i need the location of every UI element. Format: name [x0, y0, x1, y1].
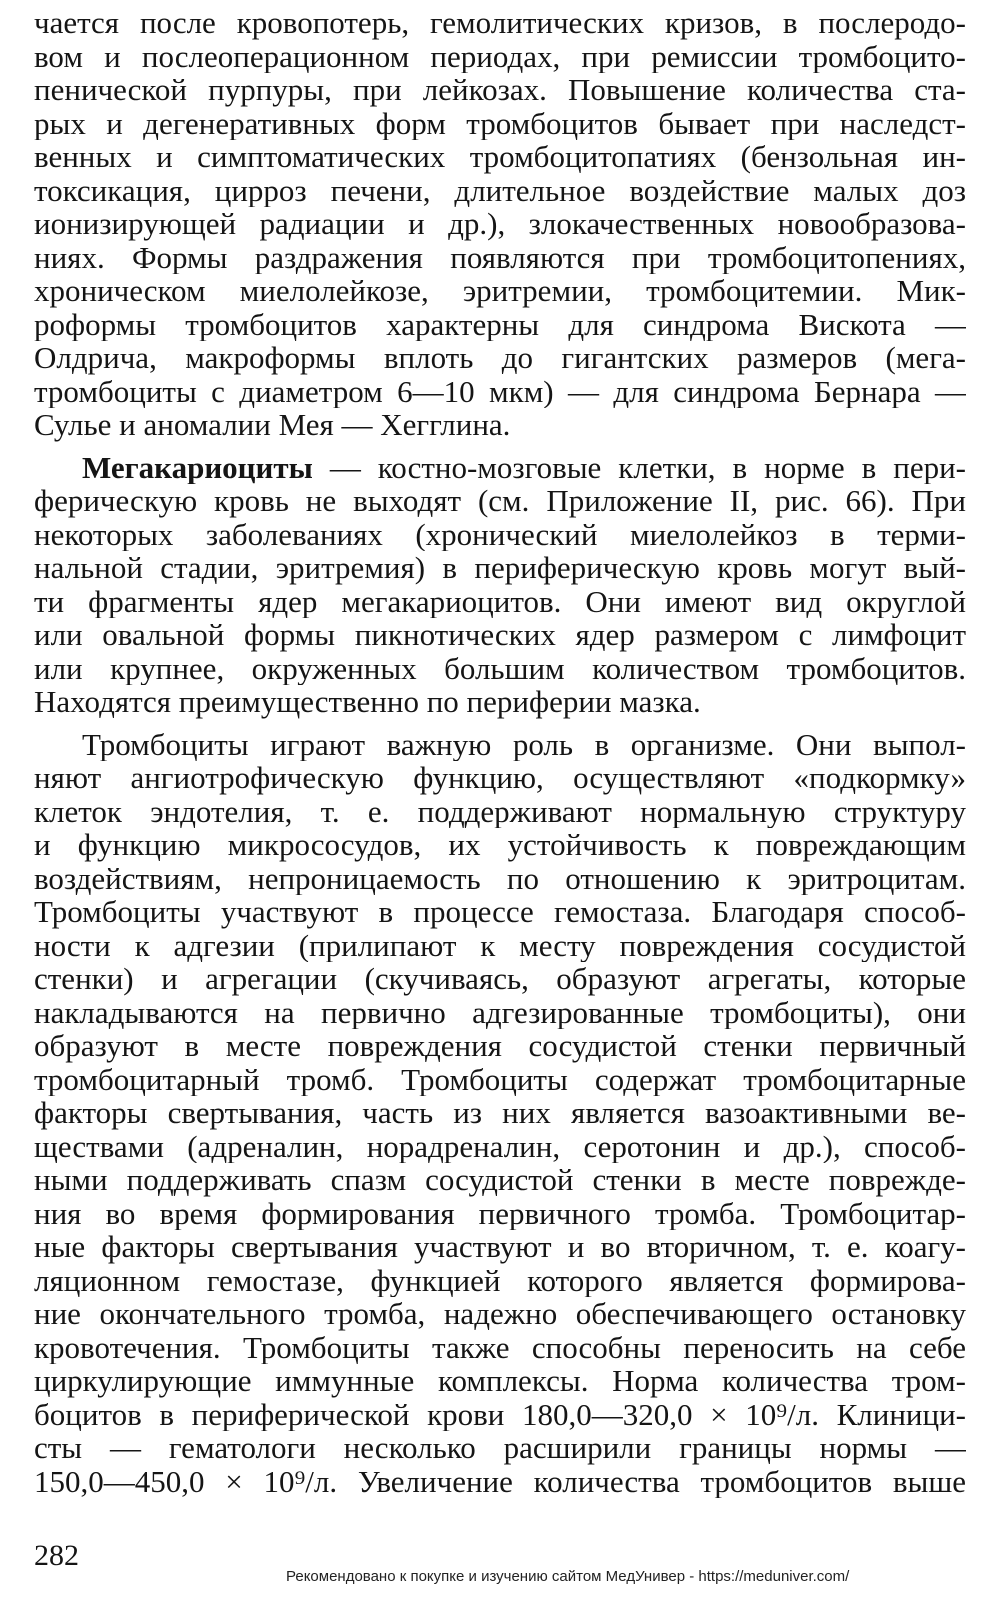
- text-line: ниях. Формы раздражения появляются при тромбоцитопениях,: [34, 240, 966, 274]
- text-line: токсикация, цирроз печени, длительное воздействие малых доз: [34, 173, 966, 207]
- paragraph-3: [34, 728, 966, 1499]
- text-line: [34, 451, 966, 485]
- text-line: и функцию микрососудов, их устойчивость к повреждающим: [34, 828, 966, 862]
- text-line: стенки) и агрегации (скучиваясь, образуют агрегаты, которые: [34, 962, 966, 996]
- text-line: воздействиям, непроницаемость по отношению к эритроцитам.: [34, 861, 966, 895]
- body-text: [34, 6, 966, 1498]
- text-line: ществами (адреналин, норадреналин, серотонин и др.), способ-: [34, 1129, 966, 1163]
- text-line: циркулирующие иммунные комплексы. Норма количества тром-: [34, 1364, 966, 1398]
- text-line: Олдрича, макроформы вплоть до гигантских размеров (мега-: [34, 341, 966, 375]
- text-line: Находятся преимущественно по периферии мазка.: [34, 685, 701, 719]
- text-line: ляционном гемостазе, функцией которого является формирова-: [34, 1263, 966, 1297]
- text-line: Тромбоциты участвуют в процессе гемостаза. Благодаря способ-: [34, 895, 966, 929]
- text-line: сты — гематологи несколько расширили границы нормы —: [34, 1431, 966, 1465]
- text-line: рых и дегенеративных форм тромбоцитов бывает при наследст-: [34, 106, 966, 140]
- text-line: боцитов в периферической крови 180,0—320,0 × 10⁹/л. Клиници-: [34, 1397, 966, 1431]
- text-line: клеток эндотелия, т. е. поддерживают нормальную структуру: [34, 794, 966, 828]
- text-line-continuation: — костно-мозговые клетки, в норме в пери-: [312, 450, 966, 484]
- text-line: ферическую кровь не выходят (см. Приложение II, рис. 66). При: [34, 484, 966, 518]
- page-number: 282: [34, 1539, 79, 1572]
- text-line: Сулье и аномалии Мея — Хегглина.: [34, 408, 511, 442]
- text-line: роформы тромбоцитов характерны для синдрома Вискота —: [34, 307, 966, 341]
- text-line: няют ангиотрофическую функцию, осуществляют «подкормку»: [34, 761, 966, 795]
- paragraph-2: [34, 451, 966, 719]
- text-line: ными поддерживать спазм сосудистой стенки в месте поврежде-: [34, 1163, 966, 1197]
- text-line: ности к адгезии (прилипают к месту повреждения сосудистой: [34, 928, 966, 962]
- term-megakaryocytes: Мегакариоциты: [82, 450, 313, 484]
- paragraph-1: [34, 6, 966, 442]
- text-line: чается после кровопотерь, гемолитических кризов, в послеродо-: [34, 6, 966, 40]
- text-line: Тромбоциты играют важную роль в организме. Они выпол-: [82, 727, 966, 761]
- text-line: кровотечения. Тромбоциты также способны переносить на себе: [34, 1330, 966, 1364]
- text-line: пенической пурпуры, при лейкозах. Повышение количества ста-: [34, 73, 966, 107]
- text-line: накладываются на первично адгезированные тромбоциты), они: [34, 995, 966, 1029]
- text-line: некоторых заболеваниях (хронический миелолейкоз в терми-: [34, 517, 966, 551]
- text-line: ионизирующей радиации и др.), злокачественных новообразова-: [34, 207, 966, 241]
- text-line: ния во время формирования первичного тромба. Тромбоцитар-: [34, 1196, 966, 1230]
- text-line: венных и симптоматических тромбоцитопатиях (бензольная ин-: [34, 140, 966, 174]
- text-line: хроническом миелолейкозе, эритремии, тромбоцитемии. Мик-: [34, 274, 966, 308]
- text-line: ные факторы свертывания участвуют и во вторичном, т. е. коагу-: [34, 1230, 966, 1264]
- text-line: нальной стадии, эритремия) в периферическую кровь могут вый-: [34, 551, 966, 585]
- text-line: образуют в месте повреждения сосудистой стенки первичный: [34, 1029, 966, 1063]
- text-line: ние окончательного тромба, надежно обеспечивающего остановку: [34, 1297, 966, 1331]
- text-line: 150,0—450,0 × 10⁹/л. Увеличение количества тромбоцитов выше: [34, 1464, 966, 1498]
- text-line: или овальной формы пикнотических ядер размером с лимфоцит: [34, 618, 966, 652]
- text-line: тромбоцитарный тромб. Тромбоциты содержат тромбоцитарные: [34, 1062, 966, 1096]
- text-line: факторы свертывания, часть из них является вазоактивными ве-: [34, 1096, 966, 1130]
- text-line: вом и послеоперационном периодах, при ремиссии тромбоцито-: [34, 39, 966, 73]
- text-line: или крупнее, окруженных большим количеством тромбоцитов.: [34, 651, 966, 685]
- text-line: ти фрагменты ядер мегакариоцитов. Они имеют вид округлой: [34, 584, 966, 618]
- footer-watermark-text: Рекомендовано к покупке и изучению сайтом МедУнивер - https://meduniver.com/: [286, 1568, 850, 1585]
- text-line: тромбоциты с диаметром 6—10 мкм) — для синдрома Бернара —: [34, 374, 966, 408]
